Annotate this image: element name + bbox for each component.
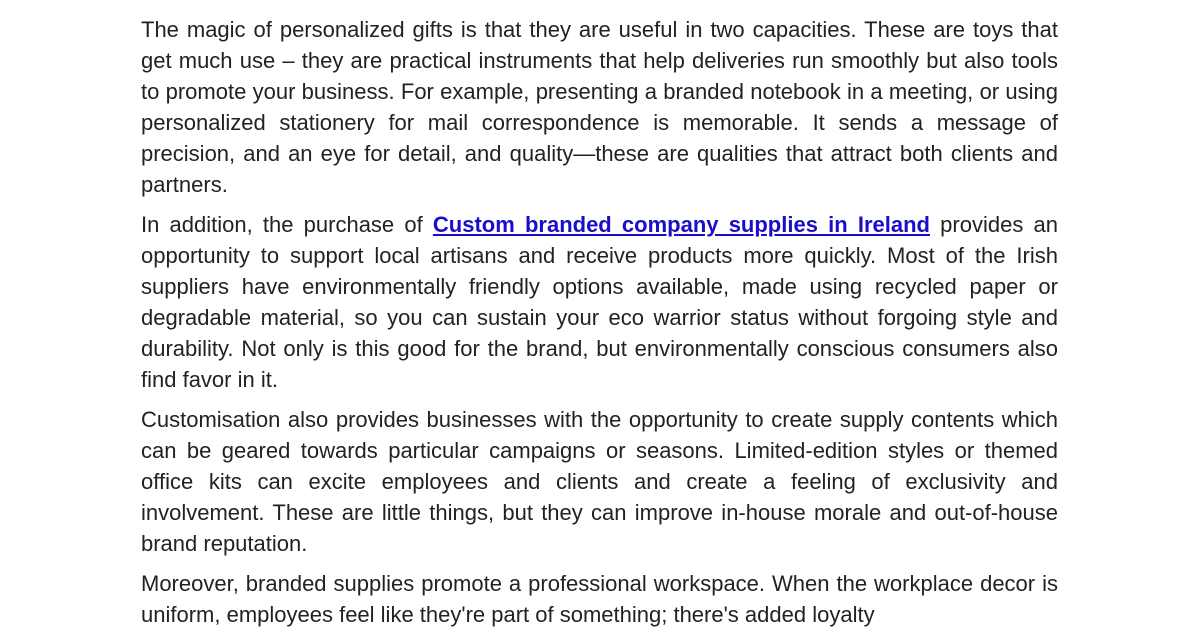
paragraph-personalized-gifts: The magic of personalized gifts is that they are useful in two capacities. These are toys that get much use – they are practical instruments that help deliveries run smoothly but also tools to promote your business. For example, presenting a branded notebook in a meeting, or using personalized stationery for mail correspondence is memorable. It sends a message of precision, and an eye for detail, and quality—these are qualities that attract both clients and partners. [141,17,1058,197]
paragraph-customisation: Customisation also provides businesses with the opportunity to create supply contents which can be geared towards particular campaigns or seasons. Limited-edition styles or themed office kits can excite employees and clients and create a feeling of exclusivity and involvement. These are little things, but they can improve in-house morale and out-of-house brand reputation. [141,407,1058,556]
custom-branded-supplies-link[interactable]: Custom branded company supplies in Ireland [432,212,930,237]
paragraph-text-after-link: provides an opportunity to support local artisans and receive products more quickly. Most of the Irish suppliers have environmentally friendly options available, made using recycled paper or degradable material, so you can sustain your eco warrior status without forgoing style and durability. Not only is this good for the brand, but environmentally conscious consumers also find favor in it. [141,212,1058,392]
paragraph-professional-workspace: Moreover, branded supplies promote a professional workspace. When the workplace decor is uniform, employees feel like they're part of something; there's added loyalty [141,571,1058,627]
paragraph-text-before-link: In addition, the purchase of [141,212,433,237]
paragraph-local-suppliers [141,209,1058,395]
document-body [141,14,1058,630]
